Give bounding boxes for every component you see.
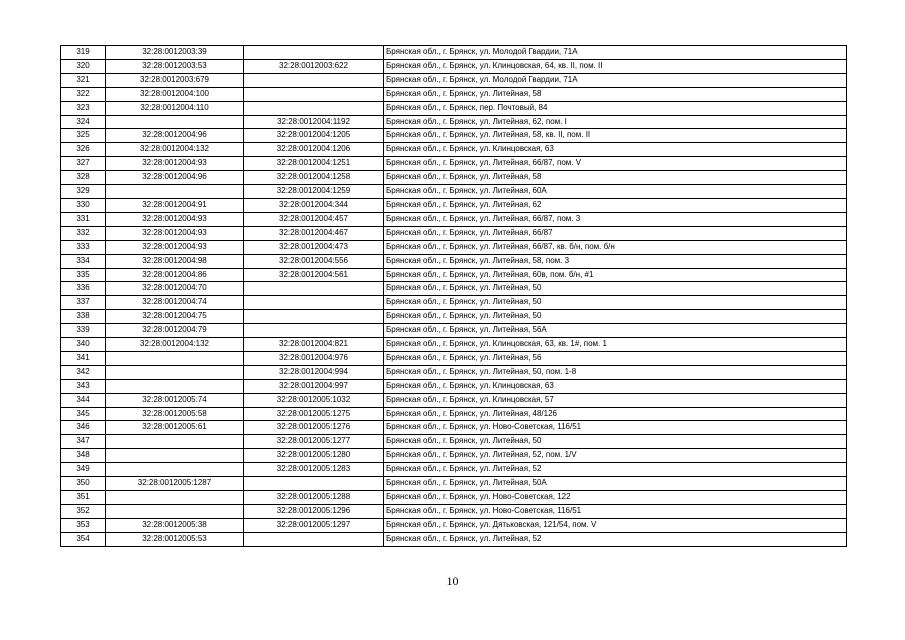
row-number-cell: 328 — [61, 171, 106, 185]
cadastral-number-cell — [106, 435, 244, 449]
table-row — [61, 171, 847, 185]
address-cell: Брянская обл., г. Брянск, ул. Литейная, 58, кв. II, пом. II — [384, 129, 847, 143]
row-number-cell: 334 — [61, 254, 106, 268]
cadastral-number-cell: 32:28:0012005:58 — [106, 407, 244, 421]
table-row — [61, 338, 847, 352]
address-cell: Брянская обл., г. Брянск, ул. Литейная, 56А — [384, 324, 847, 338]
table-row — [61, 46, 847, 60]
table-row — [61, 296, 847, 310]
table-row — [61, 268, 847, 282]
room-cadastral-number-cell: 32:28:0012004:1251 — [244, 157, 384, 171]
table-row — [61, 504, 847, 518]
row-number-cell: 330 — [61, 198, 106, 212]
table-row — [61, 87, 847, 101]
cadastral-number-cell — [106, 115, 244, 129]
cadastral-number-cell: 32:28:0012004:96 — [106, 171, 244, 185]
address-cell: Брянская обл., г. Брянск, ул. Молодой Гвардии, 71А — [384, 46, 847, 60]
address-cell: Брянская обл., г. Брянск, ул. Литейная, 58 — [384, 87, 847, 101]
address-cell: Брянская обл., г. Брянск, ул. Литейная, 60А — [384, 185, 847, 199]
address-cell: Брянская обл., г. Брянск, ул. Ново-Советская, 122 — [384, 491, 847, 505]
room-cadastral-number-cell: 32:28:0012004:1259 — [244, 185, 384, 199]
cadastral-number-cell: 32:28:0012004:93 — [106, 240, 244, 254]
row-number-cell: 338 — [61, 310, 106, 324]
row-number-cell: 321 — [61, 73, 106, 87]
room-cadastral-number-cell: 32:28:0012004:344 — [244, 198, 384, 212]
room-cadastral-number-cell — [244, 532, 384, 546]
row-number-cell: 344 — [61, 393, 106, 407]
cadastral-number-cell: 32:28:0012004:96 — [106, 129, 244, 143]
room-cadastral-number-cell: 32:28:0012004:1206 — [244, 143, 384, 157]
cadastral-number-cell — [106, 504, 244, 518]
row-number-cell: 337 — [61, 296, 106, 310]
cadastral-number-cell — [106, 463, 244, 477]
cadastral-number-cell — [106, 491, 244, 505]
table-row — [61, 351, 847, 365]
cadastral-number-cell: 32:28:0012004:91 — [106, 198, 244, 212]
room-cadastral-number-cell: 32:28:0012004:821 — [244, 338, 384, 352]
room-cadastral-number-cell: 32:28:0012004:976 — [244, 351, 384, 365]
row-number-cell: 351 — [61, 491, 106, 505]
address-cell: Брянская обл., г. Брянск, ул. Литейная, 52 — [384, 532, 847, 546]
cadastral-number-cell: 32:28:0012004:98 — [106, 254, 244, 268]
address-cell: Брянская обл., г. Брянск, ул. Литейная, 50 — [384, 282, 847, 296]
table-row — [61, 198, 847, 212]
row-number-cell: 333 — [61, 240, 106, 254]
row-number-cell: 349 — [61, 463, 106, 477]
table-row — [61, 491, 847, 505]
room-cadastral-number-cell — [244, 282, 384, 296]
address-cell: Брянская обл., г. Брянск, ул. Клинцовская, 63, кв. 1#, пом. 1 — [384, 338, 847, 352]
address-cell: Брянская обл., г. Брянск, ул. Литейная, 50 — [384, 435, 847, 449]
address-cell: Брянская обл., г. Брянск, ул. Клинцовская, 63 — [384, 143, 847, 157]
row-number-cell: 319 — [61, 46, 106, 60]
room-cadastral-number-cell: 32:28:0012005:1275 — [244, 407, 384, 421]
cadastral-number-cell: 32:28:0012004:75 — [106, 310, 244, 324]
room-cadastral-number-cell: 32:28:0012004:467 — [244, 226, 384, 240]
address-cell: Брянская обл., г. Брянск, ул. Литейная, 66/87, пом. 3 — [384, 212, 847, 226]
room-cadastral-number-cell: 32:28:0012005:1297 — [244, 518, 384, 532]
cadastral-number-cell: 32:28:0012003:679 — [106, 73, 244, 87]
row-number-cell: 336 — [61, 282, 106, 296]
row-number-cell: 335 — [61, 268, 106, 282]
row-number-cell: 350 — [61, 477, 106, 491]
room-cadastral-number-cell — [244, 101, 384, 115]
row-number-cell: 326 — [61, 143, 106, 157]
cadastral-number-cell: 32:28:0012004:132 — [106, 338, 244, 352]
cadastral-number-cell: 32:28:0012003:53 — [106, 59, 244, 73]
row-number-cell: 325 — [61, 129, 106, 143]
cadastral-number-cell: 32:28:0012005:61 — [106, 421, 244, 435]
room-cadastral-number-cell: 32:28:0012005:1032 — [244, 393, 384, 407]
table-row — [61, 143, 847, 157]
cadastral-number-cell — [106, 351, 244, 365]
address-cell: Брянская обл., г. Брянск, ул. Клинцовская, 63 — [384, 379, 847, 393]
row-number-cell: 345 — [61, 407, 106, 421]
room-cadastral-number-cell: 32:28:0012004:994 — [244, 365, 384, 379]
cadastral-number-cell: 32:28:0012004:74 — [106, 296, 244, 310]
room-cadastral-number-cell: 32:28:0012004:1258 — [244, 171, 384, 185]
cadastral-number-cell: 32:28:0012004:86 — [106, 268, 244, 282]
room-cadastral-number-cell: 32:28:0012005:1277 — [244, 435, 384, 449]
address-cell: Брянская обл., г. Брянск, ул. Литейная, 56 — [384, 351, 847, 365]
address-cell: Брянская обл., г. Брянск, ул. Литейная, 52, пом. 1/V — [384, 449, 847, 463]
row-number-cell: 332 — [61, 226, 106, 240]
room-cadastral-number-cell: 32:28:0012004:1205 — [244, 129, 384, 143]
table-row — [61, 449, 847, 463]
table-row — [61, 393, 847, 407]
table-row — [61, 379, 847, 393]
address-cell: Брянская обл., г. Брянск, ул. Клинцовская, 57 — [384, 393, 847, 407]
row-number-cell: 353 — [61, 518, 106, 532]
table-body — [61, 46, 847, 547]
address-cell: Брянская обл., г. Брянск, ул. Литейная, 66/87, пом. V — [384, 157, 847, 171]
table-row — [61, 435, 847, 449]
address-cell: Брянская обл., г. Брянск, ул. Литейная, 66/87, кв. б/н, пом. б/н — [384, 240, 847, 254]
address-cell: Брянская обл., г. Брянск, ул. Литейная, 62, пом. I — [384, 115, 847, 129]
table-row — [61, 129, 847, 143]
cadastral-number-cell: 32:28:0012004:100 — [106, 87, 244, 101]
address-cell: Брянская обл., г. Брянск, пер. Почтовый, 84 — [384, 101, 847, 115]
row-number-cell: 348 — [61, 449, 106, 463]
table-row — [61, 282, 847, 296]
row-number-cell: 347 — [61, 435, 106, 449]
cadastral-number-cell: 32:28:0012005:53 — [106, 532, 244, 546]
address-cell: Брянская обл., г. Брянск, ул. Ново-Советская, 116/51 — [384, 421, 847, 435]
row-number-cell: 343 — [61, 379, 106, 393]
row-number-cell: 329 — [61, 185, 106, 199]
address-cell: Брянская обл., г. Брянск, ул. Клинцовская, 64, кв. II, пом. II — [384, 59, 847, 73]
address-cell: Брянская обл., г. Брянск, ул. Литейная, 60в, пом. б/н, #1 — [384, 268, 847, 282]
cadastral-number-cell: 32:28:0012005:1287 — [106, 477, 244, 491]
room-cadastral-number-cell: 32:28:0012004:556 — [244, 254, 384, 268]
table-row — [61, 421, 847, 435]
table-row — [61, 212, 847, 226]
row-number-cell: 342 — [61, 365, 106, 379]
cadastral-number-cell: 32:28:0012004:79 — [106, 324, 244, 338]
room-cadastral-number-cell: 32:28:0012005:1283 — [244, 463, 384, 477]
address-cell: Брянская обл., г. Брянск, ул. Литейная, 50, пом. 1-8 — [384, 365, 847, 379]
address-cell: Брянская обл., г. Брянск, ул. Литейная, 50 — [384, 296, 847, 310]
table-row — [61, 73, 847, 87]
cadastral-number-cell: 32:28:0012003:39 — [106, 46, 244, 60]
cadastral-number-cell — [106, 185, 244, 199]
row-number-cell: 346 — [61, 421, 106, 435]
table-row — [61, 407, 847, 421]
row-number-cell: 324 — [61, 115, 106, 129]
room-cadastral-number-cell — [244, 310, 384, 324]
room-cadastral-number-cell: 32:28:0012005:1296 — [244, 504, 384, 518]
address-cell: Брянская обл., г. Брянск, ул. Дятьковская, 121/54, пом. V — [384, 518, 847, 532]
address-cell: Брянская обл., г. Брянск, ул. Литейная, 62 — [384, 198, 847, 212]
table-row — [61, 59, 847, 73]
table-row — [61, 240, 847, 254]
room-cadastral-number-cell: 32:28:0012004:1192 — [244, 115, 384, 129]
row-number-cell: 340 — [61, 338, 106, 352]
cadastral-number-cell: 32:28:0012004:110 — [106, 101, 244, 115]
room-cadastral-number-cell — [244, 46, 384, 60]
address-cell: Брянская обл., г. Брянск, ул. Литейная, 50 — [384, 310, 847, 324]
table-row — [61, 532, 847, 546]
address-cell: Брянская обл., г. Брянск, ул. Ново-Советская, 116/51 — [384, 504, 847, 518]
address-cell: Брянская обл., г. Брянск, ул. Литейная, 52 — [384, 463, 847, 477]
room-cadastral-number-cell: 32:28:0012003:622 — [244, 59, 384, 73]
row-number-cell: 341 — [61, 351, 106, 365]
address-cell: Брянская обл., г. Брянск, ул. Литейная, 50А — [384, 477, 847, 491]
room-cadastral-number-cell — [244, 296, 384, 310]
room-cadastral-number-cell: 32:28:0012004:457 — [244, 212, 384, 226]
cadastral-number-cell — [106, 449, 244, 463]
address-cell: Брянская обл., г. Брянск, ул. Литейная, 48/126 — [384, 407, 847, 421]
cadastral-number-cell: 32:28:0012004:93 — [106, 226, 244, 240]
cadastral-number-cell: 32:28:0012004:70 — [106, 282, 244, 296]
room-cadastral-number-cell: 32:28:0012004:473 — [244, 240, 384, 254]
table-row — [61, 463, 847, 477]
table-row — [61, 185, 847, 199]
cadastral-number-cell: 32:28:0012004:132 — [106, 143, 244, 157]
room-cadastral-number-cell: 32:28:0012005:1276 — [244, 421, 384, 435]
room-cadastral-number-cell — [244, 73, 384, 87]
table-row — [61, 477, 847, 491]
cadastral-number-cell: 32:28:0012004:93 — [106, 157, 244, 171]
row-number-cell: 339 — [61, 324, 106, 338]
table-row — [61, 115, 847, 129]
row-number-cell: 322 — [61, 87, 106, 101]
table-row — [61, 101, 847, 115]
address-cell: Брянская обл., г. Брянск, ул. Литейная, 58 — [384, 171, 847, 185]
table-row — [61, 518, 847, 532]
row-number-cell: 352 — [61, 504, 106, 518]
row-number-cell: 327 — [61, 157, 106, 171]
cadastral-number-cell: 32:28:0012004:93 — [106, 212, 244, 226]
cadastral-number-cell — [106, 365, 244, 379]
room-cadastral-number-cell — [244, 324, 384, 338]
room-cadastral-number-cell: 32:28:0012004:997 — [244, 379, 384, 393]
room-cadastral-number-cell — [244, 477, 384, 491]
row-number-cell: 331 — [61, 212, 106, 226]
address-cell: Брянская обл., г. Брянск, ул. Молодой Гвардии, 71А — [384, 73, 847, 87]
room-cadastral-number-cell: 32:28:0012005:1288 — [244, 491, 384, 505]
room-cadastral-number-cell — [244, 87, 384, 101]
room-cadastral-number-cell: 32:28:0012004:561 — [244, 268, 384, 282]
address-cell: Брянская обл., г. Брянск, ул. Литейная, 66/87 — [384, 226, 847, 240]
table-row — [61, 226, 847, 240]
cadastral-number-cell: 32:28:0012005:74 — [106, 393, 244, 407]
cadastral-number-cell — [106, 379, 244, 393]
room-cadastral-number-cell: 32:28:0012005:1280 — [244, 449, 384, 463]
table-row — [61, 254, 847, 268]
row-number-cell: 320 — [61, 59, 106, 73]
cadastral-number-cell: 32:28:0012005:38 — [106, 518, 244, 532]
table-row — [61, 310, 847, 324]
row-number-cell: 323 — [61, 101, 106, 115]
page-number: 10 — [446, 574, 459, 588]
table-row — [61, 365, 847, 379]
address-cell: Брянская обл., г. Брянск, ул. Литейная, 58, пом. 3 — [384, 254, 847, 268]
cadastral-register-table — [60, 45, 847, 547]
row-number-cell: 354 — [61, 532, 106, 546]
table-row — [61, 157, 847, 171]
table-row — [61, 324, 847, 338]
